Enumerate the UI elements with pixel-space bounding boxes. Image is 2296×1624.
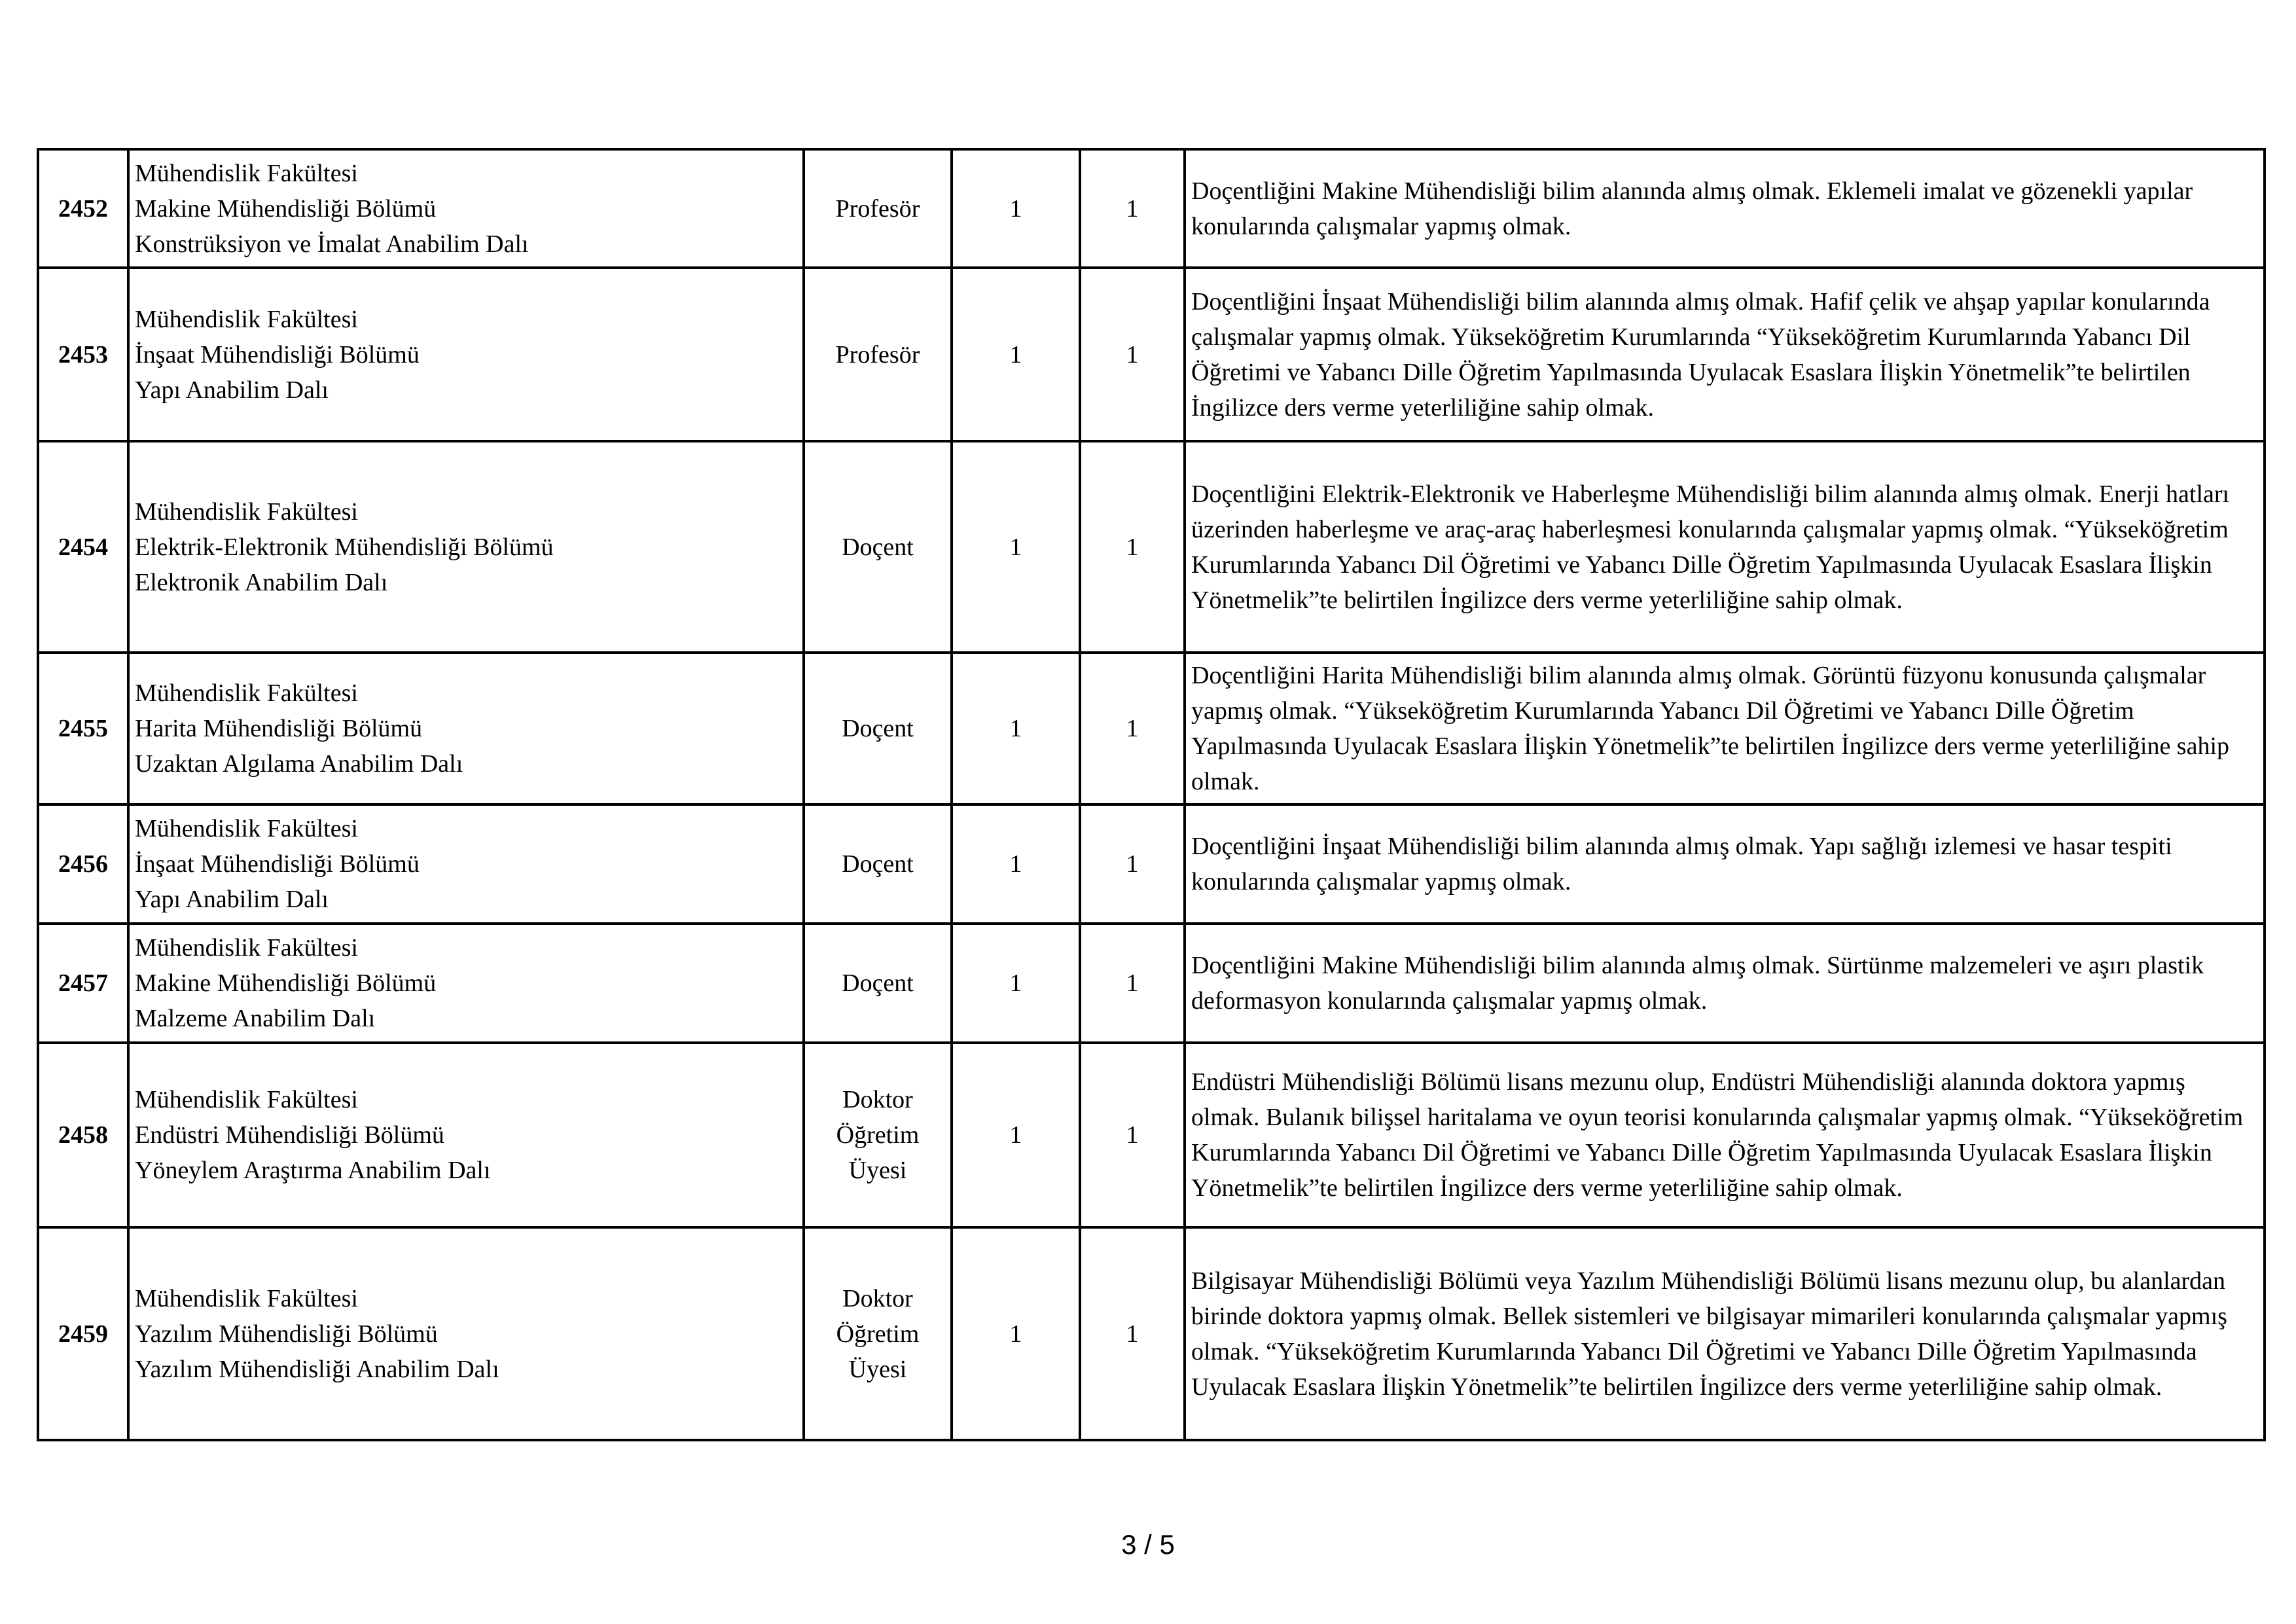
unit-line: Mühendislik Fakültesi <box>135 679 358 707</box>
requirement-text: Doçentliğini Harita Mühendisliği bilim alanında almış olmak. Görüntü füzyonu konusunda çalışmalar yapmış olmak. “Yükseköğretim Kurumlarında Yabancı Dil Öğretimi ve Yabancı Dille Öğretim Yapılmasında Uyulacak Esaslara İlişkin Yönetmelik”te belirtilen İngilizce ders verme yeterliliğine sahip olmak. <box>1191 662 2230 795</box>
quota-cell: 1 <box>952 441 1080 653</box>
position-number-cell: 2458 <box>38 1043 128 1227</box>
requirement-cell <box>1185 268 2265 441</box>
title-line: Doktor <box>842 1284 913 1312</box>
position-number-cell: 2457 <box>38 924 128 1043</box>
unit-line: Mühendislik Fakültesi <box>135 1284 358 1312</box>
academic-title-cell <box>804 1043 952 1227</box>
count-cell: 1 <box>1080 1227 1185 1440</box>
table-body <box>38 149 2265 1440</box>
count-cell: 1 <box>1080 804 1185 924</box>
quota-cell: 1 <box>952 1043 1080 1227</box>
unit-line: Harita Mühendisliği Bölümü <box>135 715 423 742</box>
unit-line: Endüstri Mühendisliği Bölümü <box>135 1121 444 1149</box>
unit-line: Yapı Anabilim Dalı <box>135 376 329 404</box>
unit-cell <box>128 1227 804 1440</box>
unit-cell <box>128 441 804 653</box>
quota-cell: 1 <box>952 1227 1080 1440</box>
unit-cell <box>128 924 804 1043</box>
unit-line: Malzeme Anabilim Dalı <box>135 1005 376 1032</box>
title-line: Doçent <box>842 533 914 561</box>
page-number: 3 / 5 <box>1121 1529 1175 1560</box>
table-row <box>38 653 2265 804</box>
unit-line: Makine Mühendisliği Bölümü <box>135 194 437 223</box>
position-number-cell: 2454 <box>38 441 128 653</box>
quota-cell: 1 <box>952 149 1080 268</box>
table-row <box>38 149 2265 268</box>
position-number-cell: 2455 <box>38 653 128 804</box>
table-row <box>38 268 2265 441</box>
requirement-text: Bilgisayar Mühendisliği Bölümü veya Yazılım Mühendisliği Bölümü lisans mezunu olup, bu alanlardan birinde doktora yapmış olmak. Bellek sistemleri ve bilgisayar mimarileri konularında çalışmalar yapmış olmak. “Yükseköğretim Kurumlarında Yabancı Dil Öğretimi ve Yabancı Dille Öğretim Yapılmasında Uyulacak Esaslara İlişkin Yönetmelik”te belirtilen İngilizce ders verme yeterliliğine sahip olmak. <box>1191 1267 2227 1401</box>
table-row <box>38 924 2265 1043</box>
requirement-cell <box>1185 653 2265 804</box>
unit-line: Mühendislik Fakültesi <box>135 815 358 842</box>
quota-cell: 1 <box>952 268 1080 441</box>
requirement-text: Endüstri Mühendisliği Bölümü lisans mezunu olup, Endüstri Mühendisliği alanında doktora yapmış olmak. Bulanık bilişsel haritalama ve oyun teorisi konularında çalışmalar yapmış olmak. “Yükseköğretim Kurumlarında Yabancı Dil Öğretimi ve Yabancı Dille Öğretim Yapılmasında Uyulacak Esaslara İlişkin Yönetmelik”te belirtilen İngilizce ders verme yeterliliğine sahip olmak. <box>1191 1068 2244 1202</box>
unit-line: Mühendislik Fakültesi <box>135 1086 358 1113</box>
requirement-cell <box>1185 149 2265 268</box>
title-line: Profesör <box>835 194 920 223</box>
unit-line: Mühendislik Fakültesi <box>135 497 358 526</box>
position-number-cell: 2452 <box>38 149 128 268</box>
count-cell: 1 <box>1080 1043 1185 1227</box>
requirement-text: Doçentliğini Makine Mühendisliği bilim alanında almış olmak. Sürtünme malzemeleri ve aşırı plastik deformasyon konularında çalışmalar yapmış olmak. <box>1191 952 2204 1015</box>
unit-cell <box>128 653 804 804</box>
title-line: Doçent <box>842 850 914 878</box>
quota-cell: 1 <box>952 924 1080 1043</box>
unit-line: Elektrik-Elektronik Mühendisliği Bölümü <box>135 533 554 561</box>
requirement-text: Doçentliğini İnşaat Mühendisliği bilim alanında almış olmak. Hafif çelik ve ahşap yapılar konularında çalışmalar yapmış olmak. Yükseköğretim Kurumlarında “Yükseköğretim Kurumlarında Yabancı Dil Öğretimi ve Yabancı Dille Öğretim Yapılmasında Uyulacak Esaslara İlişkin Yönetmelik”te belirtilen İngilizce ders verme yeterliliğine sahip olmak. <box>1191 287 2210 422</box>
unit-line: Uzaktan Algılama Anabilim Dalı <box>135 750 463 778</box>
title-line: Doçent <box>842 715 914 742</box>
table-row <box>38 804 2265 924</box>
academic-title-cell <box>804 653 952 804</box>
unit-cell <box>128 268 804 441</box>
academic-title-cell <box>804 924 952 1043</box>
unit-line: İnşaat Mühendisliği Bölümü <box>135 340 420 369</box>
unit-line: İnşaat Mühendisliği Bölümü <box>135 850 420 878</box>
position-number-cell: 2453 <box>38 268 128 441</box>
title-line: Doktor <box>842 1086 913 1113</box>
count-cell: 1 <box>1080 149 1185 268</box>
title-line: Üyesi <box>848 1157 907 1184</box>
unit-cell <box>128 1043 804 1227</box>
title-line: Doçent <box>842 969 914 997</box>
unit-line: Mühendislik Fakültesi <box>135 934 358 962</box>
requirement-cell <box>1185 1043 2265 1227</box>
requirement-text: Doçentliğini Makine Mühendisliği bilim alanında almış olmak. Eklemeli imalat ve gözenekli yapılar konularında çalışmalar yapmış olmak. <box>1191 177 2193 240</box>
unit-line: Yazılım Mühendisliği Anabilim Dalı <box>135 1355 499 1383</box>
unit-line: Mühendislik Fakültesi <box>135 305 358 333</box>
count-cell: 1 <box>1080 268 1185 441</box>
position-number-cell: 2456 <box>38 804 128 924</box>
academic-title-cell <box>804 268 952 441</box>
position-number-cell: 2459 <box>38 1227 128 1440</box>
table-row <box>38 1043 2265 1227</box>
requirement-cell <box>1185 1227 2265 1440</box>
title-line: Öğretim <box>836 1320 920 1348</box>
title-line: Üyesi <box>848 1355 907 1383</box>
unit-line: Makine Mühendisliği Bölümü <box>135 969 437 997</box>
academic-title-cell <box>804 441 952 653</box>
unit-line: Elektronik Anabilim Dalı <box>135 568 388 596</box>
title-line: Öğretim <box>836 1121 920 1149</box>
requirement-text: Doçentliğini İnşaat Mühendisliği bilim alanında almış olmak. Yapı sağlığı izlemesi ve hasar tespiti konularında çalışmalar yapmış olmak. <box>1191 833 2172 895</box>
unit-line: Yazılım Mühendisliği Bölümü <box>135 1320 438 1348</box>
quota-cell: 1 <box>952 653 1080 804</box>
title-line: Profesör <box>835 340 920 369</box>
requirement-cell <box>1185 804 2265 924</box>
table-row <box>38 441 2265 653</box>
position-listing-table <box>37 148 2266 1441</box>
unit-line: Mühendislik Fakültesi <box>135 159 358 187</box>
unit-cell <box>128 804 804 924</box>
unit-line: Yapı Anabilim Dalı <box>135 886 329 913</box>
quota-cell: 1 <box>952 804 1080 924</box>
requirement-text: Doçentliğini Elektrik-Elektronik ve Haberleşme Mühendisliği bilim alanında almış olmak. Enerji hatları üzerinden haberleşme ve araç-araç haberleşmesi konularında çalışmalar yapmış olmak. “Yükseköğretim Kurumlarında Yabancı Dil Öğretimi ve Yabancı Dille Öğretim Yapılmasında Uyulacak Esaslara İlişkin Yönetmelik”te belirtilen İngilizce ders verme yeterliliğine sahip olmak. <box>1191 480 2230 614</box>
count-cell: 1 <box>1080 653 1185 804</box>
unit-cell <box>128 149 804 268</box>
unit-line: Yöneylem Araştırma Anabilim Dalı <box>135 1157 491 1184</box>
requirement-cell <box>1185 924 2265 1043</box>
count-cell: 1 <box>1080 924 1185 1043</box>
table-row <box>38 1227 2265 1440</box>
unit-line: Konstrüksiyon ve İmalat Anabilim Dalı <box>135 230 529 258</box>
academic-title-cell <box>804 149 952 268</box>
academic-title-cell <box>804 804 952 924</box>
requirement-cell <box>1185 441 2265 653</box>
academic-title-cell <box>804 1227 952 1440</box>
count-cell: 1 <box>1080 441 1185 653</box>
